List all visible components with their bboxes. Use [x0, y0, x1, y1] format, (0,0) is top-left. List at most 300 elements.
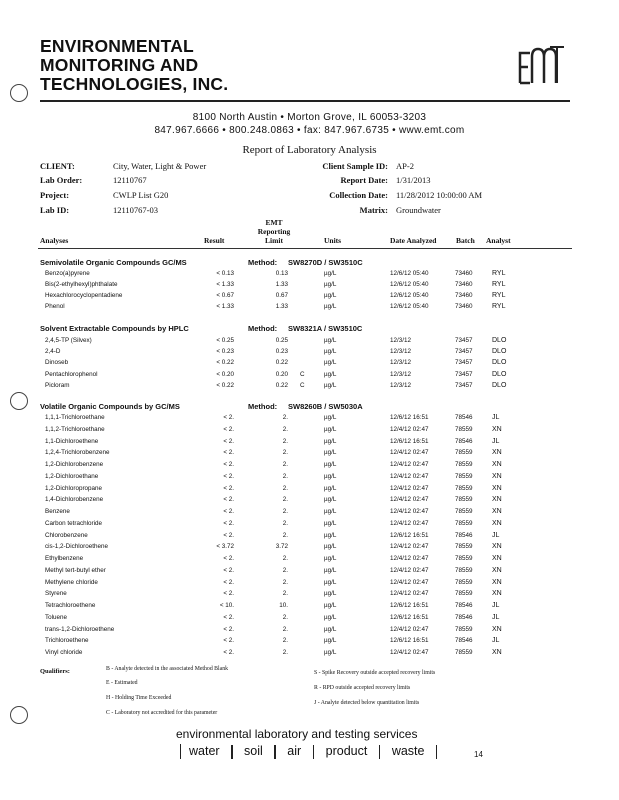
analyte-name: 1,4-Dichlorobenzene: [45, 496, 104, 504]
analyst-initials: RYL: [492, 303, 506, 310]
analyte-name: Picloram: [45, 381, 70, 389]
result-value: < 2.: [223, 531, 234, 539]
footer-tags: [180, 744, 437, 759]
reporting-limit: 1.33: [275, 281, 288, 288]
section-method: SW8321A / SW3510C: [288, 324, 363, 333]
qualifier-e: E - Estimated: [106, 680, 138, 686]
batch-number: 78546: [455, 437, 473, 445]
result-value: < 2.: [223, 461, 234, 468]
batch-number: 73457: [455, 348, 473, 356]
analyte-name: 1,1-Dichloroethene: [45, 437, 99, 445]
batch-number: 73457: [455, 337, 473, 344]
date-analyzed: 12/3/12: [390, 370, 412, 378]
units-value: µg/L: [324, 543, 337, 551]
result-value: < 2.: [223, 590, 234, 598]
section-method-label: Method:: [248, 324, 278, 333]
batch-number: 78559: [455, 508, 473, 515]
client-value: City, Water, Light & Power: [113, 161, 207, 171]
company-name-line3: TECHNOLOGIES, INC.: [40, 74, 229, 94]
qualifier-r: R - RPD outside accepted recovery limits: [314, 685, 411, 691]
date-analyzed: 12/4/12 02:47: [390, 472, 429, 480]
result-value: < 2.: [223, 519, 234, 527]
reporting-limit: 2.: [282, 555, 288, 562]
analyte-name: Dinoseb: [45, 359, 69, 367]
qualifier-b: B - Analyte detected in the associated Method Blank: [106, 666, 229, 672]
batch-number: 78559: [455, 425, 473, 433]
lab-order-value: 12110767: [113, 175, 147, 185]
analyte-name: trans-1,2-Dichloroethene: [45, 625, 115, 633]
company-name-line1: ENVIRONMENTAL: [40, 36, 194, 56]
date-analyzed: 12/3/12: [390, 359, 412, 367]
section-title: Semivolatile Organic Compounds GC/MS: [40, 258, 187, 267]
col-batch: Batch: [456, 236, 475, 245]
table-row: [0, 637, 619, 647]
table-row: [0, 626, 619, 636]
date-analyzed: 12/6/12 05:40: [390, 303, 429, 310]
reporting-limit: 2.: [282, 496, 288, 504]
date-analyzed: 12/4/12 02:47: [390, 449, 429, 457]
reporting-limit: 2.: [282, 437, 288, 445]
result-value: < 2.: [223, 449, 234, 457]
units-value: µg/L: [324, 414, 337, 421]
batch-number: 78559: [455, 566, 473, 574]
analyte-name: 1,2,4-Trichlorobenzene: [45, 449, 110, 457]
units-value: µg/L: [324, 303, 337, 310]
analyte-name: cis-1,2-Dichloroethene: [45, 543, 108, 551]
analyte-name: Methyl tert-butyl ether: [45, 566, 106, 574]
analyte-name: Bis(2-ethylhexyl)phthalate: [45, 281, 118, 288]
table-row: [0, 485, 619, 495]
section-method: SW8270D / SW3510C: [288, 258, 363, 267]
analyte-name: 1,1,1-Trichloroethane: [45, 414, 105, 421]
letterhead-rule: [40, 100, 570, 102]
analyst-initials: DLO: [492, 348, 507, 356]
table-row: [0, 602, 619, 612]
date-analyzed: 12/4/12 02:47: [390, 625, 429, 633]
qualifier-code: C: [300, 381, 305, 389]
reporting-limit: 1.33: [275, 303, 288, 310]
section-title: Solvent Extractable Compounds by HPLC: [40, 324, 189, 333]
date-analyzed: 12/6/12 05:40: [390, 270, 429, 277]
reporting-limit: 2.: [282, 613, 288, 621]
batch-number: 78559: [455, 519, 473, 527]
analyst-initials: JL: [492, 531, 500, 539]
company-name: [40, 37, 228, 94]
reporting-limit: 2.: [282, 625, 288, 633]
result-value: < 0.20: [216, 370, 234, 378]
analyte-name: Carbon tetrachloride: [45, 519, 103, 527]
reporting-limit: 0.22: [275, 381, 288, 389]
result-value: < 2.: [223, 637, 234, 645]
table-row: [0, 371, 619, 381]
report-date-label: Report Date:: [340, 175, 388, 185]
batch-number: 73460: [455, 292, 473, 299]
table-row: [0, 590, 619, 600]
company-contact: 847.967.6666 • 800.248.0863 • fax: 847.967.6735 • www.emt.com: [154, 125, 465, 136]
analyst-initials: XN: [492, 472, 502, 480]
units-value: µg/L: [324, 437, 337, 445]
date-analyzed: 12/6/12 16:51: [390, 637, 429, 645]
batch-number: 73457: [455, 381, 473, 389]
lab-order-label: Lab Order:: [40, 175, 83, 185]
analyst-initials: DLO: [492, 359, 507, 367]
col-analyses: Analyses: [40, 236, 69, 245]
analyte-name: Trichloroethene: [45, 637, 89, 645]
analyst-initials: XN: [492, 449, 502, 457]
section-title: Volatile Organic Compounds by GC/MS: [40, 402, 180, 411]
reporting-limit: 2.: [282, 508, 288, 515]
date-analyzed: 12/6/12 16:51: [390, 414, 429, 421]
reporting-limit: 2.: [282, 566, 288, 574]
col-reporting-limit: [246, 218, 302, 245]
analyst-initials: XN: [492, 649, 502, 656]
emt-logo-icon: [516, 43, 566, 87]
date-analyzed: 12/4/12 02:47: [390, 555, 429, 562]
client-sample-label: Client Sample ID:: [322, 161, 388, 171]
reporting-limit: 2.: [282, 414, 288, 421]
units-value: µg/L: [324, 649, 337, 656]
reporting-limit: 0.22: [275, 359, 288, 367]
result-value: < 3.72: [216, 543, 234, 551]
table-row: [0, 473, 619, 483]
reporting-limit: 0.67: [275, 292, 288, 299]
units-value: µg/L: [324, 461, 337, 468]
analyte-name: Benzene: [45, 508, 70, 515]
analyst-initials: JL: [492, 414, 500, 421]
table-row: [0, 281, 619, 291]
client-label: CLIENT:: [40, 161, 75, 171]
date-analyzed: 12/6/12 16:51: [390, 531, 429, 539]
analyte-name: Benzo(a)pyrene: [45, 270, 90, 277]
date-analyzed: 12/4/12 02:47: [390, 578, 429, 586]
qualifier-code: C: [300, 370, 305, 378]
col-date-analyzed: Date Analyzed: [390, 236, 437, 245]
analyst-initials: JL: [492, 602, 500, 609]
table-row: [0, 461, 619, 471]
reporting-limit: 2.: [282, 637, 288, 645]
units-value: µg/L: [324, 337, 337, 344]
table-row: [0, 532, 619, 542]
date-analyzed: 12/6/12 05:40: [390, 281, 429, 288]
result-value: < 2.: [223, 566, 234, 574]
batch-number: 78559: [455, 461, 473, 468]
analyst-initials: JL: [492, 637, 500, 645]
batch-number: 78546: [455, 531, 473, 539]
date-analyzed: 12/4/12 02:47: [390, 496, 429, 504]
date-analyzed: 12/4/12 02:47: [390, 508, 429, 515]
analyte-name: Styrene: [45, 590, 67, 598]
col-units: Units: [324, 236, 342, 245]
analyte-name: Phenol: [45, 303, 65, 310]
qualifier-s: S - Spike Recovery outside accepted recovery limits: [314, 670, 436, 676]
date-analyzed: 12/4/12 02:47: [390, 461, 429, 468]
batch-number: 78559: [455, 590, 473, 598]
table-row: [0, 543, 619, 553]
tag-soil: soil: [244, 744, 263, 758]
matrix-label: Matrix:: [359, 205, 388, 215]
batch-number: 73460: [455, 270, 473, 277]
section-method: SW8260B / SW5030A: [288, 402, 363, 411]
analyte-name: Chlorobenzene: [45, 531, 88, 539]
result-value: < 2.: [223, 496, 234, 504]
analyte-name: 1,1,2-Trichloroethane: [45, 425, 105, 433]
result-value: < 2.: [223, 472, 234, 480]
date-analyzed: 12/4/12 02:47: [390, 519, 429, 527]
units-value: µg/L: [324, 590, 337, 598]
table-row: [0, 292, 619, 302]
units-value: µg/L: [324, 555, 337, 562]
result-value: < 2.: [223, 625, 234, 633]
result-value: < 2.: [223, 578, 234, 586]
analyte-name: Methylene chloride: [45, 578, 98, 586]
analyst-initials: XN: [492, 578, 502, 586]
qualifier-j: J - Analyte detected below quantitation limits: [314, 700, 420, 706]
result-value: < 2.: [223, 508, 234, 515]
batch-number: 78559: [455, 472, 473, 480]
analyte-name: 1,2-Dichlorobenzene: [45, 461, 104, 468]
units-value: µg/L: [324, 496, 337, 504]
result-value: < 2.: [223, 613, 234, 621]
units-value: µg/L: [324, 270, 337, 277]
batch-number: 78559: [455, 555, 473, 562]
table-row: [0, 303, 619, 313]
reporting-limit: 3.72: [275, 543, 288, 551]
units-value: µg/L: [324, 519, 337, 527]
analyst-initials: XN: [492, 508, 502, 515]
batch-number: 78559: [455, 449, 473, 457]
analyst-initials: XN: [492, 625, 502, 633]
reporting-limit: 2.: [282, 649, 288, 656]
result-value: < 1.33: [216, 303, 234, 310]
table-row: [0, 649, 619, 659]
batch-number: 73457: [455, 359, 473, 367]
units-value: µg/L: [324, 566, 337, 574]
batch-number: 78559: [455, 484, 473, 492]
table-row: [0, 426, 619, 436]
date-analyzed: 12/4/12 02:47: [390, 590, 429, 598]
tag-waste: waste: [391, 744, 425, 758]
batch-number: 78546: [455, 414, 473, 421]
table-row: [0, 359, 619, 369]
date-analyzed: 12/4/12 02:47: [390, 649, 429, 656]
units-value: µg/L: [324, 281, 337, 288]
analyte-name: Tetrachloroethene: [45, 602, 96, 609]
company-name-line2: MONITORING AND: [40, 55, 199, 75]
reporting-limit: 10.: [279, 602, 288, 609]
analyst-initials: XN: [492, 543, 502, 551]
batch-number: 78559: [455, 543, 473, 551]
batch-number: 73460: [455, 303, 473, 310]
analyst-initials: XN: [492, 496, 502, 504]
units-value: µg/L: [324, 613, 337, 621]
reporting-limit: 0.23: [275, 348, 288, 356]
reporting-limit: 2.: [282, 484, 288, 492]
date-analyzed: 12/6/12 16:51: [390, 602, 429, 609]
units-value: µg/L: [324, 508, 337, 515]
analyst-initials: XN: [492, 519, 502, 527]
reporting-limit: 2.: [282, 461, 288, 468]
units-value: µg/L: [324, 359, 337, 367]
analyst-initials: JL: [492, 437, 500, 445]
analyte-name: Hexachlorocyclopentadiene: [45, 292, 123, 299]
tag-air: air: [287, 744, 302, 758]
analyst-initials: DLO: [492, 381, 507, 389]
table-row: [0, 555, 619, 565]
table-row: [0, 449, 619, 459]
table-row: [0, 270, 619, 280]
result-value: < 10.: [219, 602, 234, 609]
reporting-limit: 2.: [282, 449, 288, 457]
result-value: < 2.: [223, 484, 234, 492]
tag-product: product: [325, 744, 368, 758]
analyst-initials: DLO: [492, 337, 507, 344]
date-analyzed: 12/6/12 16:51: [390, 437, 429, 445]
tag-water: water: [189, 744, 220, 758]
project-label: Project:: [40, 190, 70, 200]
date-analyzed: 12/6/12 05:40: [390, 292, 429, 299]
table-row: [0, 579, 619, 589]
units-value: µg/L: [324, 578, 337, 586]
analyte-name: 2,4,5-TP (Silvex): [45, 337, 92, 344]
date-analyzed: 12/6/12 16:51: [390, 613, 429, 621]
units-value: µg/L: [324, 425, 337, 433]
analyst-initials: XN: [492, 425, 502, 433]
analyst-initials: DLO: [492, 370, 507, 378]
company-address: 8100 North Austin • Morton Grove, IL 60053-3203: [192, 112, 427, 123]
result-value: < 0.22: [216, 359, 234, 367]
report-date-value: 1/31/2013: [396, 175, 431, 185]
analyte-name: 1,2-Dichloropropane: [45, 484, 103, 492]
project-value: CWLP List G20: [113, 190, 169, 200]
punch-hole-icon: [10, 84, 28, 102]
punch-hole-icon: [10, 706, 28, 724]
reporting-limit: 0.25: [275, 337, 288, 344]
units-value: µg/L: [324, 292, 337, 299]
units-value: µg/L: [324, 625, 337, 633]
analyte-name: Vinyl chloride: [45, 649, 83, 656]
section-method-label: Method:: [248, 402, 278, 411]
units-value: µg/L: [324, 381, 337, 389]
page-number: 14: [474, 750, 483, 759]
table-row: [0, 348, 619, 358]
table-row: [0, 414, 619, 424]
reporting-limit: 2.: [282, 472, 288, 480]
batch-number: 78559: [455, 625, 473, 633]
result-value: < 0.13: [216, 270, 234, 277]
reporting-limit: 2.: [282, 531, 288, 539]
units-value: µg/L: [324, 637, 337, 645]
batch-number: 78559: [455, 578, 473, 586]
batch-number: 78546: [455, 637, 473, 645]
reporting-limit: 2.: [282, 590, 288, 598]
lab-id-value: 12110767-03: [113, 205, 159, 215]
analyst-initials: XN: [492, 484, 502, 492]
reporting-limit: 2.: [282, 425, 288, 433]
result-value: < 2.: [223, 425, 234, 433]
batch-number: 78546: [455, 613, 473, 621]
result-value: < 1.33: [216, 281, 234, 288]
batch-number: 73460: [455, 281, 473, 288]
date-analyzed: 12/3/12: [390, 381, 412, 389]
date-analyzed: 12/3/12: [390, 348, 412, 356]
analyst-initials: RYL: [492, 281, 506, 288]
col-limit: Limit: [265, 236, 283, 245]
header-divider: [38, 248, 572, 249]
matrix-value: Groundwater: [396, 205, 441, 215]
result-value: < 0.22: [216, 381, 234, 389]
table-row: [0, 614, 619, 624]
result-value: < 2.: [223, 414, 234, 421]
result-value: < 2.: [223, 437, 234, 445]
reporting-limit: 0.13: [275, 270, 288, 277]
analyst-initials: XN: [492, 461, 502, 468]
qualifier-c: C - Laboratory not accredited for this parameter: [106, 710, 218, 716]
section-method-label: Method:: [248, 258, 278, 267]
units-value: µg/L: [324, 370, 337, 378]
table-row: [0, 567, 619, 577]
result-value: < 2.: [223, 649, 234, 656]
analyte-name: 2,4-D: [45, 348, 61, 356]
analyst-initials: XN: [492, 566, 502, 574]
units-value: µg/L: [324, 449, 337, 457]
collection-date-value: 11/28/2012 10:00:00 AM: [396, 190, 483, 200]
qualifiers-label: Qualifiers:: [40, 668, 70, 675]
date-analyzed: 12/3/12: [390, 337, 412, 344]
reporting-limit: 0.20: [275, 370, 288, 378]
units-value: µg/L: [324, 348, 337, 356]
analyte-name: Pentachlorophenol: [45, 370, 98, 378]
col-emt: EMT: [265, 218, 283, 227]
units-value: µg/L: [324, 484, 337, 492]
table-row: [0, 508, 619, 518]
analyte-name: 1,2-Dichloroethane: [45, 472, 99, 480]
footer-tagline: environmental laboratory and testing services: [176, 727, 418, 741]
analyst-initials: RYL: [492, 292, 506, 299]
table-row: [0, 496, 619, 506]
analyst-initials: JL: [492, 613, 500, 621]
batch-number: 78559: [455, 496, 473, 504]
col-reporting: Reporting: [257, 227, 291, 236]
date-analyzed: 12/4/12 02:47: [390, 566, 429, 574]
units-value: µg/L: [324, 602, 337, 609]
reporting-limit: 2.: [282, 578, 288, 586]
table-row: [0, 337, 619, 347]
units-value: µg/L: [324, 472, 337, 480]
result-value: < 0.25: [216, 337, 234, 344]
reporting-limit: 2.: [282, 519, 288, 527]
analyst-initials: XN: [492, 555, 502, 562]
table-row: [0, 382, 619, 392]
collection-date-label: Collection Date:: [329, 190, 388, 200]
punch-hole-icon: [10, 392, 28, 410]
report-title: Report of Laboratory Analysis: [242, 144, 377, 156]
date-analyzed: 12/4/12 02:47: [390, 425, 429, 433]
analyst-initials: XN: [492, 590, 502, 598]
result-value: < 2.: [223, 555, 234, 562]
date-analyzed: 12/4/12 02:47: [390, 484, 429, 492]
client-sample-value: AP-2: [396, 161, 414, 171]
date-analyzed: 12/4/12 02:47: [390, 543, 429, 551]
batch-number: 78546: [455, 602, 473, 609]
analyte-name: Toluene: [45, 613, 68, 621]
analyst-initials: RYL: [492, 270, 506, 277]
lab-id-label: Lab ID:: [40, 205, 70, 215]
analyte-name: Ethylbenzene: [45, 555, 84, 562]
units-value: µg/L: [324, 531, 337, 539]
table-row: [0, 520, 619, 530]
batch-number: 78559: [455, 649, 473, 656]
qualifier-h: H - Holding Time Exceeded: [106, 695, 172, 701]
